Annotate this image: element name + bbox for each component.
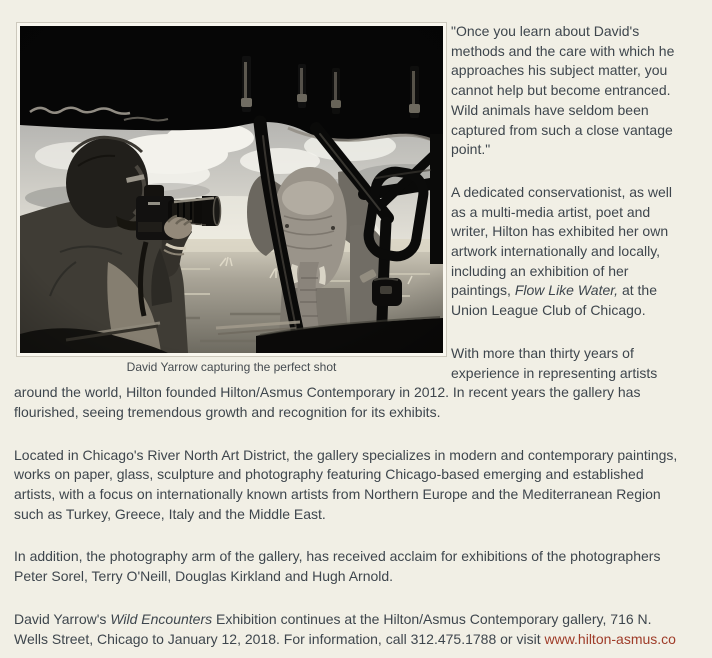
photo-frame (16, 22, 447, 357)
quote-text: "Once you learn about David's methods and the care with which he approaches his subject matter, you cannot help but become entranced. Wild animals have seldom been captured from such a close vantage point." (451, 23, 675, 158)
p2-italic-title: Flow Like Water, (514, 282, 619, 299)
p6-text-1: David Yarrow's (14, 610, 111, 627)
paragraph-exhibition-info (14, 610, 681, 649)
p2-text-2: at the Union League Club of Chicago. (451, 282, 657, 319)
p6-text-2: Exhibition continues at the Hilton/Asmus Contemporary gallery, 716 N. Wells Street, Chicago to January 12, 2018. For information, call 312.475.1788 or visit (14, 610, 652, 647)
vignette (20, 26, 443, 353)
safari-photo-illustration (20, 26, 443, 353)
hilton-asmus-link[interactable]: www.hilton-asmus.co (544, 630, 676, 647)
paragraph-gallery-location: Located in Chicago's River North Art District, the gallery specializes in modern and contemporary paintings, works on paper, glass, sculpture and photography featuring Chicago-based emerging and established artists, with a focus on internationally known artists from Northern Europe and the Mediterranean Region such as Turkey, Greece, Italy and the Middle East. (14, 446, 678, 522)
paragraph-gallery-founding: With more than thirty years of experience in representing artists around the world, Hilton founded Hilton/Asmus Contemporary in 2012. In recent years the gallery has flourished, seeing tremendous growth and recognition for its exhibits. (14, 344, 658, 420)
photo-figure (16, 22, 447, 374)
p2-text-1: A dedicated conservationist, as well as a multi-media artist, poet and writer, Hilton has exhibited her own artwork internationally and locally, including an exhibition of her paintings, (451, 183, 673, 299)
p6-italic-title: Wild Encounters (110, 610, 213, 627)
paragraph-photography-arm: In addition, the photography arm of the gallery, has received acclaim for exhibitions of the photographers Peter Sorel, Terry O'Neill, Douglas Kirkland and Hugh Arnold. (14, 548, 661, 585)
photo-caption: David Yarrow capturing the perfect shot (126, 360, 337, 374)
